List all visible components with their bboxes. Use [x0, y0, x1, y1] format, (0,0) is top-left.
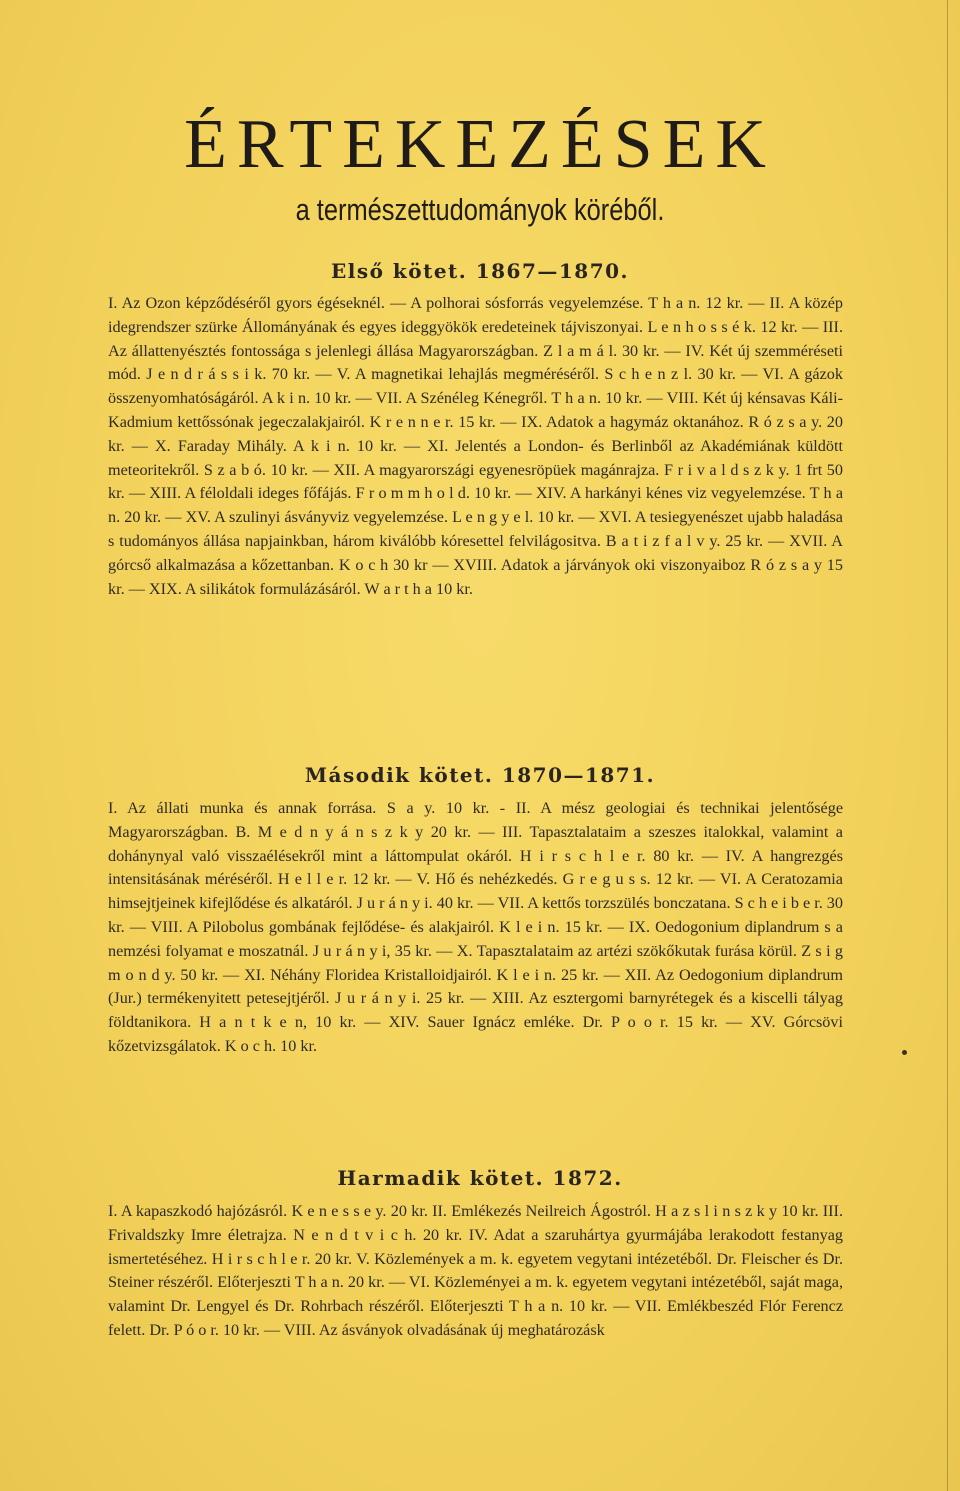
- volume-3-text: I. A kapaszkodó hajózásról. K e n e s s e y. 20 kr. II. Emlékezés Neilreich Ágostról. H a z s l i n s z k y 10 kr. III. Frivaldszky Imre életrajza. N e n d t v i c h. 20 kr. IV. Adat a szaruhártya gyurmájába lerakodott festanyag ismertetéséhez. H i r s c h l e r. 20 kr. V. Közlemények a m. k. egyetem vegytani intézetéből. Dr. Fleischer és Dr. Steiner részéről. Előterjeszti T h a n. 20 kr. — VI. Közleményei a m. k. egyetem vegytani intézetéből, saját maga, valamint Dr. Lengyel és Dr. Rohrbach részéről. Előterjeszti T h a n. 10 kr. — VII. Emlékbeszéd Flór Ferencz felett. Dr. P ó o r. 10 kr. — VIII. Az ásványok olvadásának új meghatározásk: [108, 1202, 843, 1339]
- volume-2-heading: Második kötet. 1870—1871.: [304, 763, 656, 787]
- volume-1-heading: Első kötet. 1867—1870.: [330, 259, 630, 283]
- page-subtitle: a természettudományok köréből.: [295, 192, 665, 227]
- page-title: ÉRTEKEZÉSEK: [184, 106, 776, 183]
- volume-2-text: I. Az állati munka és annak forrása. S a y. 10 kr. - II. A mész geologiai és technikai jelentősége Magyarországban. B. M e d n y á n s z k y 20 kr. — III. Tapasztalataim a szeszes italokkal, valamint a dohánynyal való visszaélésekről mint a láttompulat okáról. H i r s c h l e r. 80 kr. — IV. A hangrezgés intensitásának méréséről. H e l l e r. 12 kr. — V. Hő és nehézkedés. G r e g u s s. 12 kr. — VI. A Ceratozamia himsejtjeinek kifejlődése és alkatáról. J u r á n y i. 40 kr. — VII. A kettős torzszülés bonczatana. S c h e i b e r. 30 kr. — VIII. A Pilobolus gombának fejlődése- és alakjairól. K l e i n. 15 kr. — IX. Oedogonium diplandrum s a nemzési folyamat e moszatnál. J u r á n y i, 35 kr. — X. Tapasztalataim az artézi szökőkutak furása körül. Z s i g m o n d y. 50 kr. — XI. Néhány Floridea Kristalloidjairól. K l e i n. 25 kr. — XII. Az Oedogonium diplandrum (Jur.) termékenyitett petesejtjéről. J u r á n y i. 25 kr. — XIII. Az esztergomi barnyrétegek és a kiscelli tályag földtanikora. H a n t k e n, 10 kr. — XIV. Sauer Ignácz emléke. Dr. P o o r. 15 kr. — XV. Górcsövi kőzetvizsgálatok. K o c h. 10 kr.: [108, 799, 843, 1055]
- volume-1-text: I. Az Ozon képződéséről gyors égéseknél. — A polhorai sósforrás vegyelemzése. T h a n. 12 kr. — II. A közép idegrendszer szürke Állományának és egyes ideggyökök eredeteinek tájviszonyai. L e n h o s s é k. 12 kr. — III. Az állattenyésztés fontossága s jelenlegi állása Magyarországban. Z l a m á l. 30 kr. — IV. Két új szemméréseti mód. J e n d r á s s i k. 70 kr. — V. A magnetikai lehajlás megméréséről. S c h e n z l. 30 kr. — VI. A gázok összenyomhatóságáról. A k i n. 10 kr. — VII. A Szénéleg Kénegről. T h a n. 10 kr. — VIII. Két új kénsavas Káli-Kadmium kettőssónak jegeczalakjairól. K r e n n e r. 15 kr. — IX. Adatok a hagymáz oktanához. R ó z s a y. 20 kr. — X. Faraday Mihály. A k i n. 10 kr. — XI. Jelentés a London- és Berlinből az Akadémiának küldött meteoritekről. S z a b ó. 10 kr. — XII. A magyarországi egyenesröpüek magánrajza. F r i v a l d s z k y. 1 frt 50 kr. — XIII. A féloldali ideges főfájás. F r o m m h o l d. 10 kr. — XIV. A harkányi kénes viz vegyelemzése. T h a n. 20 kr. — XV. A szulinyi ásványviz vegyelemzése. L e n g y e l. 10 kr. — XVI. A tesiegyenészet ujabb haladása s tudományos állása napjainkban, három kiválóbb kóresettel felvilágositva. B a t i z f a l v y. 25 kr. — XVII. A górcső alkalmazása a kőzettanban. K o c h 30 kr — XVIII. Adatok a járványok oki viszonyaiboz R ó z s a y 15 kr. — XIX. A silikátok formulázásáról. W a r t h a 10 kr.: [108, 294, 843, 598]
- page-edge: [947, 0, 948, 1491]
- ink-speck: [902, 1050, 907, 1055]
- volume-3-heading: Harmadik kötet. 1872.: [337, 1166, 623, 1190]
